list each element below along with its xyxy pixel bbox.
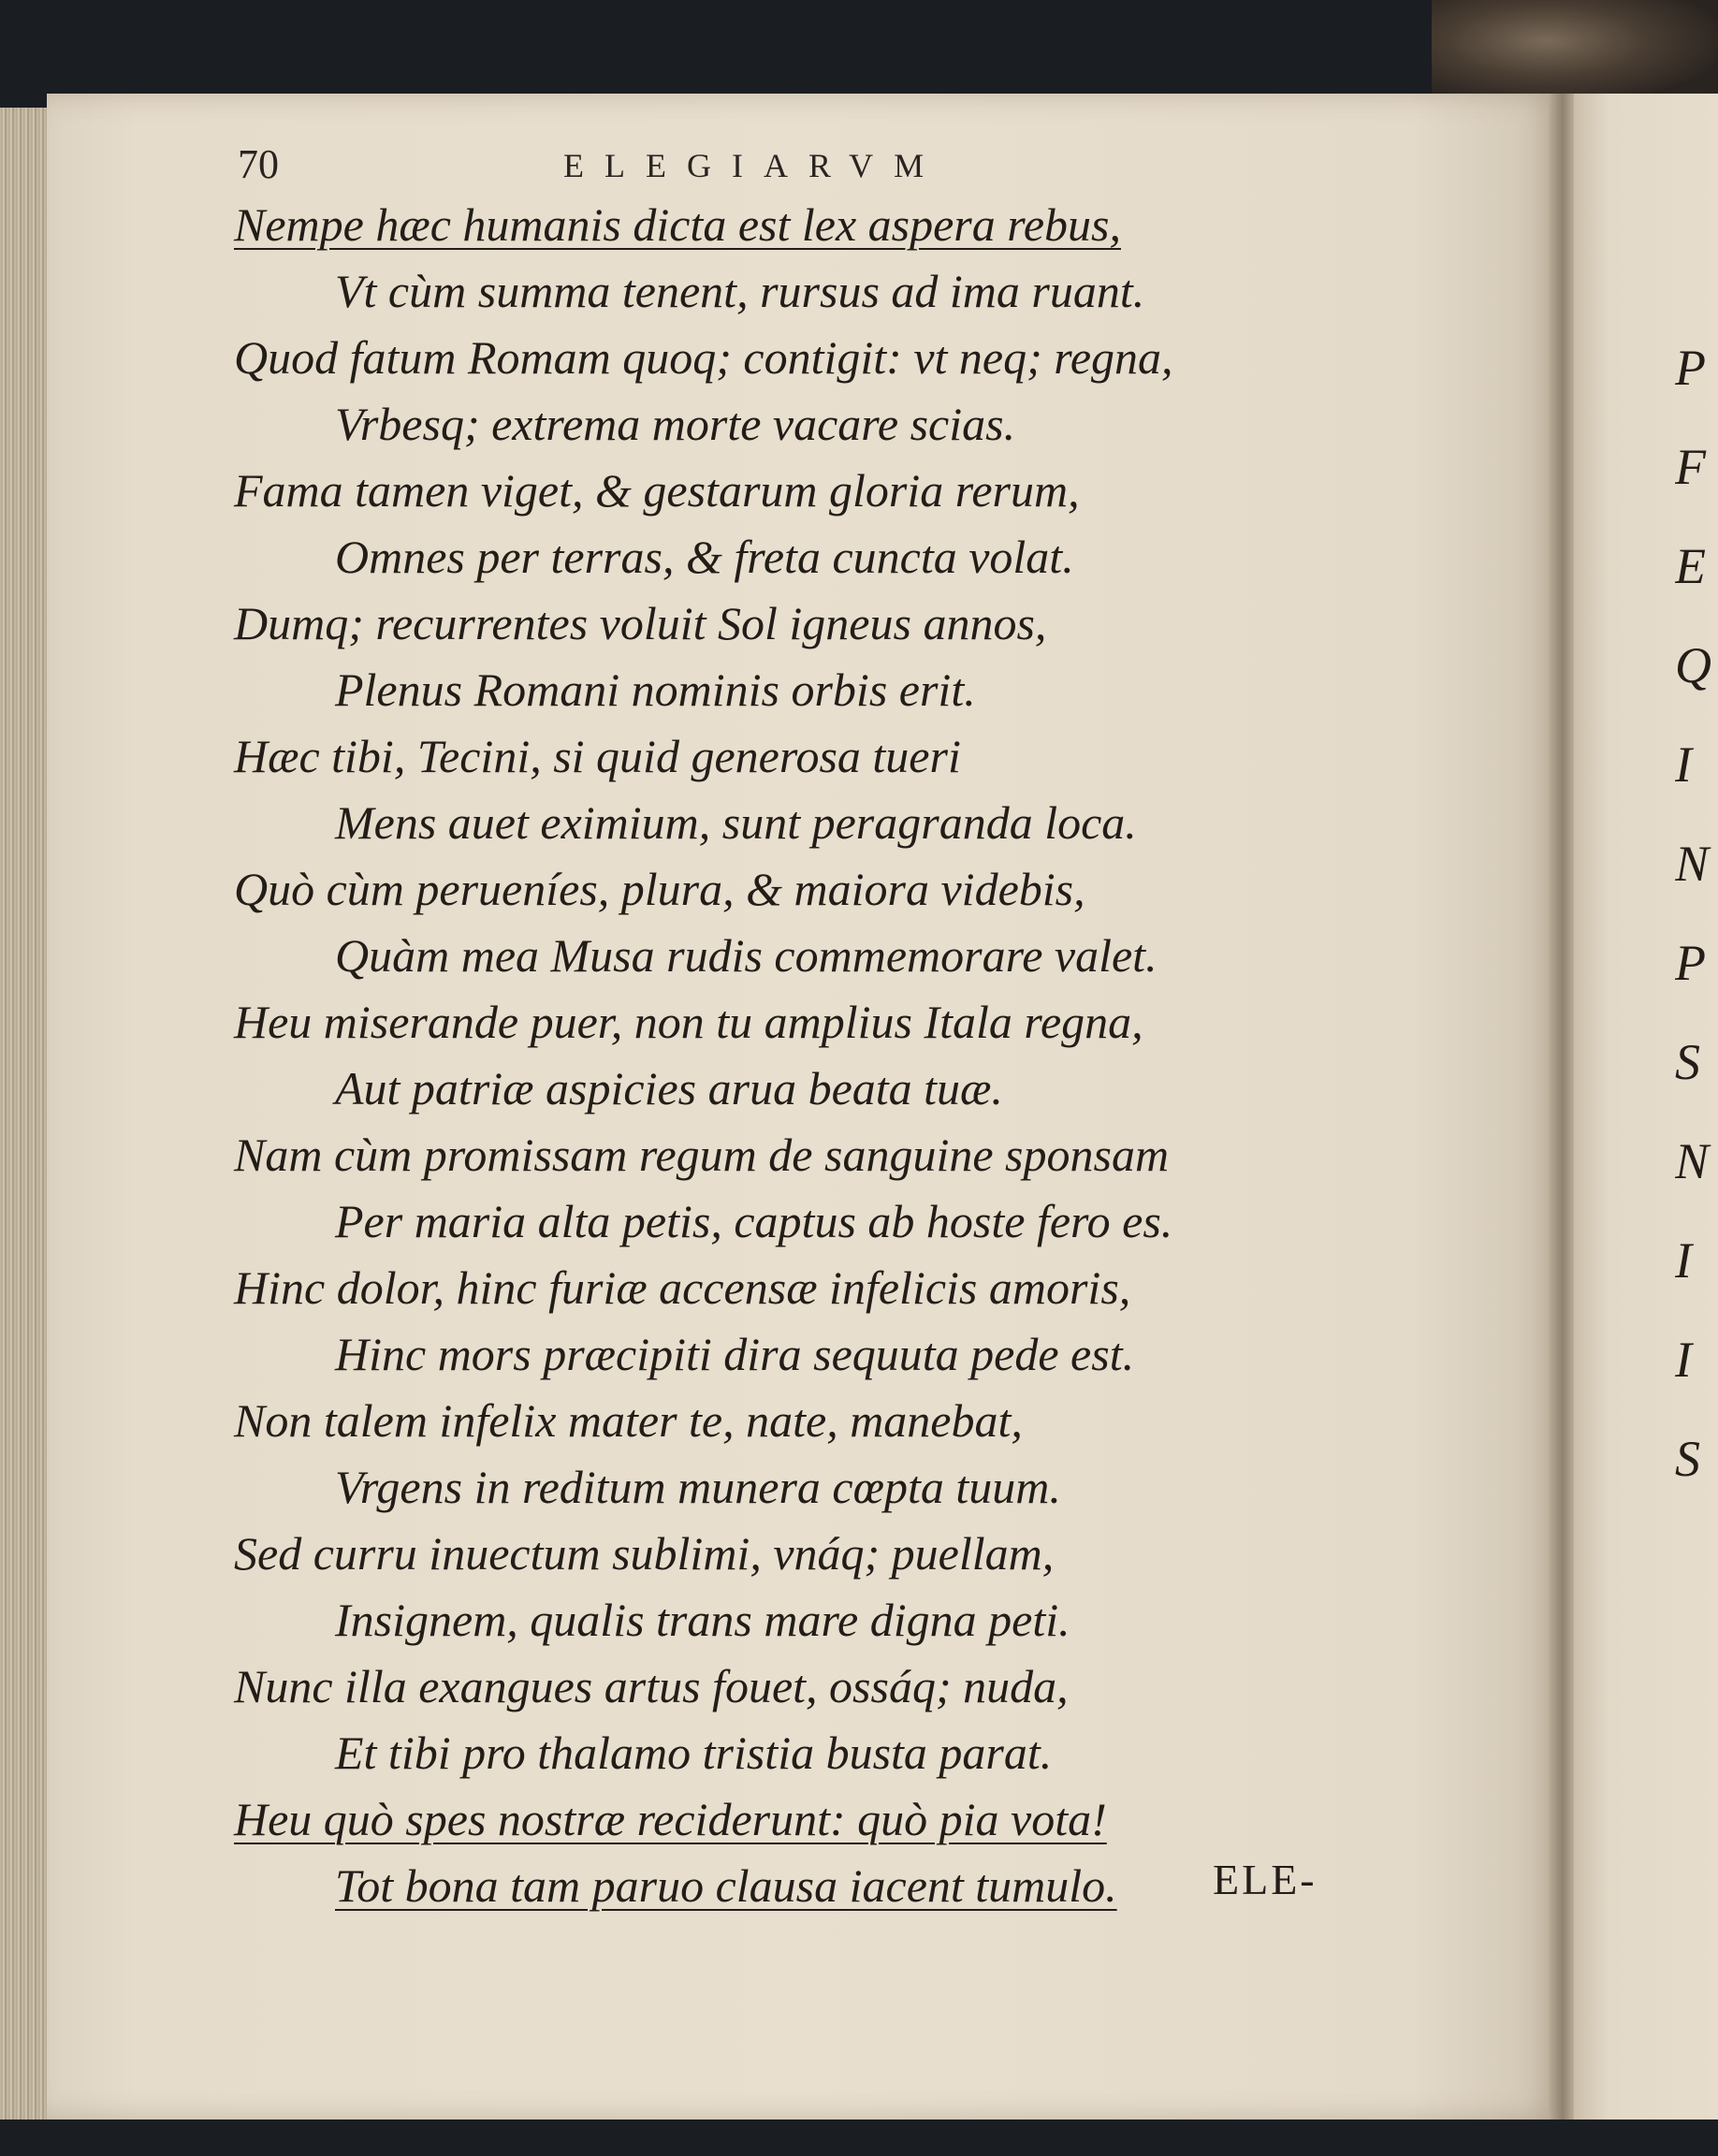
verse-line-text: Heu quò spes nostræ reciderunt: quò pia vota! bbox=[234, 1793, 1107, 1845]
facing-page-initial: I bbox=[1675, 1332, 1692, 1388]
verse-line-text: Hinc dolor, hinc furiæ accensæ infelicis amoris, bbox=[234, 1261, 1131, 1314]
verse-line bbox=[234, 1653, 1422, 1720]
facing-page-initial: Q bbox=[1675, 637, 1711, 693]
facing-page-initial: I bbox=[1675, 736, 1692, 793]
verse-line bbox=[234, 923, 1422, 989]
verse-line-text: Plenus Romani nominis orbis erit. bbox=[335, 663, 976, 716]
verse-line-text: Quò cùm perueníes, plura, & maiora videbis, bbox=[234, 863, 1085, 915]
facing-page-initial: P bbox=[1675, 340, 1706, 396]
facing-page-initial: S bbox=[1675, 1034, 1700, 1090]
verse-line bbox=[234, 192, 1422, 258]
verse-line bbox=[234, 258, 1422, 325]
verse-line-text: Omnes per terras, & freta cuncta volat. bbox=[335, 531, 1074, 583]
verse-line bbox=[234, 723, 1422, 790]
facing-page-initial: E bbox=[1675, 538, 1706, 594]
verse-line-text: Quàm mea Musa rudis commemorare valet. bbox=[335, 929, 1157, 982]
verse-line-text: Fama tamen viget, & gestarum gloria rerum, bbox=[234, 464, 1080, 517]
facing-page-initial: S bbox=[1675, 1431, 1700, 1487]
verse-line bbox=[234, 856, 1422, 923]
verse-line bbox=[234, 1720, 1422, 1786]
verse-line-text: Et tibi pro thalamo tristia busta parat. bbox=[335, 1726, 1053, 1779]
verse-line bbox=[234, 1321, 1422, 1388]
facing-page-initial: P bbox=[1675, 935, 1706, 991]
verse-text-block bbox=[234, 192, 1422, 1919]
verse-line-text: Per maria alta petis, captus ab hoste fero es. bbox=[335, 1195, 1173, 1247]
verse-line bbox=[234, 1388, 1422, 1454]
verse-line bbox=[234, 1188, 1422, 1255]
verse-line-text: Nam cùm promissam regum de sanguine sponsam bbox=[234, 1129, 1170, 1181]
verse-line bbox=[234, 1056, 1422, 1122]
verse-line-text: Hinc mors præcipiti dira sequuta pede est. bbox=[335, 1328, 1135, 1380]
bottom-background bbox=[0, 2120, 1718, 2156]
verse-line bbox=[234, 458, 1422, 524]
verse-line-text: Nempe hæc humanis dicta est lex aspera rebus, bbox=[234, 198, 1121, 251]
facing-page-initial: N bbox=[1675, 1133, 1710, 1189]
facing-page-initial: I bbox=[1675, 1232, 1692, 1289]
running-title: ELEGIARVM bbox=[563, 147, 945, 184]
verse-line-text: Nunc illa exangues artus fouet, ossáq; nuda, bbox=[234, 1660, 1069, 1712]
verse-line-text: Hæc tibi, Tecini, si quid generosa tueri bbox=[234, 730, 961, 782]
verse-line bbox=[234, 524, 1422, 590]
book-gutter bbox=[1549, 94, 1577, 2120]
verse-line bbox=[234, 1786, 1422, 1853]
facing-page-line-initials bbox=[1675, 318, 1718, 1508]
verse-line-text: Vrbesq; extrema morte vacare scias. bbox=[335, 398, 1016, 450]
verse-line bbox=[234, 1587, 1422, 1653]
verse-line bbox=[234, 590, 1422, 657]
verse-line-text: Vt cùm summa tenent, rursus ad ima ruant. bbox=[335, 265, 1145, 317]
verse-line bbox=[234, 1255, 1422, 1321]
verse-line-text: Insignem, qualis trans mare digna peti. bbox=[335, 1594, 1070, 1646]
facing-page-initial: N bbox=[1675, 836, 1710, 892]
verse-line-text: Mens auet eximium, sunt peragranda loca. bbox=[335, 796, 1137, 849]
verse-line-text: Tot bona tam paruo clausa iacent tumulo. bbox=[335, 1859, 1117, 1912]
catchword: ELE- bbox=[1213, 1856, 1318, 1903]
verse-line-text: Aut patriæ aspicies arua beata tuæ. bbox=[335, 1062, 1003, 1114]
verse-line-text: Heu miserande puer, non tu amplius Itala regna, bbox=[234, 996, 1143, 1048]
verse-line bbox=[234, 657, 1422, 723]
verse-line-text: Quod fatum Romam quoq; contigit: vt neq; regna, bbox=[234, 331, 1173, 384]
verse-line bbox=[234, 989, 1422, 1056]
verse-line bbox=[234, 1454, 1422, 1521]
verse-line bbox=[234, 391, 1422, 458]
binding-background bbox=[1432, 0, 1718, 103]
page-header bbox=[234, 140, 1357, 197]
verse-line bbox=[234, 1122, 1422, 1188]
verse-line-text: Non talem infelix mater te, nate, manebat, bbox=[234, 1394, 1023, 1447]
page-number: 70 bbox=[238, 141, 279, 187]
facing-page-initial: F bbox=[1675, 439, 1706, 495]
verse-line-text: Sed curru inuectum sublimi, vnáq; puellam, bbox=[234, 1527, 1055, 1580]
verse-line bbox=[234, 1521, 1422, 1587]
verse-line-text: Vrgens in reditum munera cœpta tuum. bbox=[335, 1461, 1061, 1513]
verse-line-text: Dumq; recurrentes voluit Sol igneus annos, bbox=[234, 597, 1047, 649]
verse-line bbox=[234, 325, 1422, 391]
verse-line bbox=[234, 790, 1422, 856]
